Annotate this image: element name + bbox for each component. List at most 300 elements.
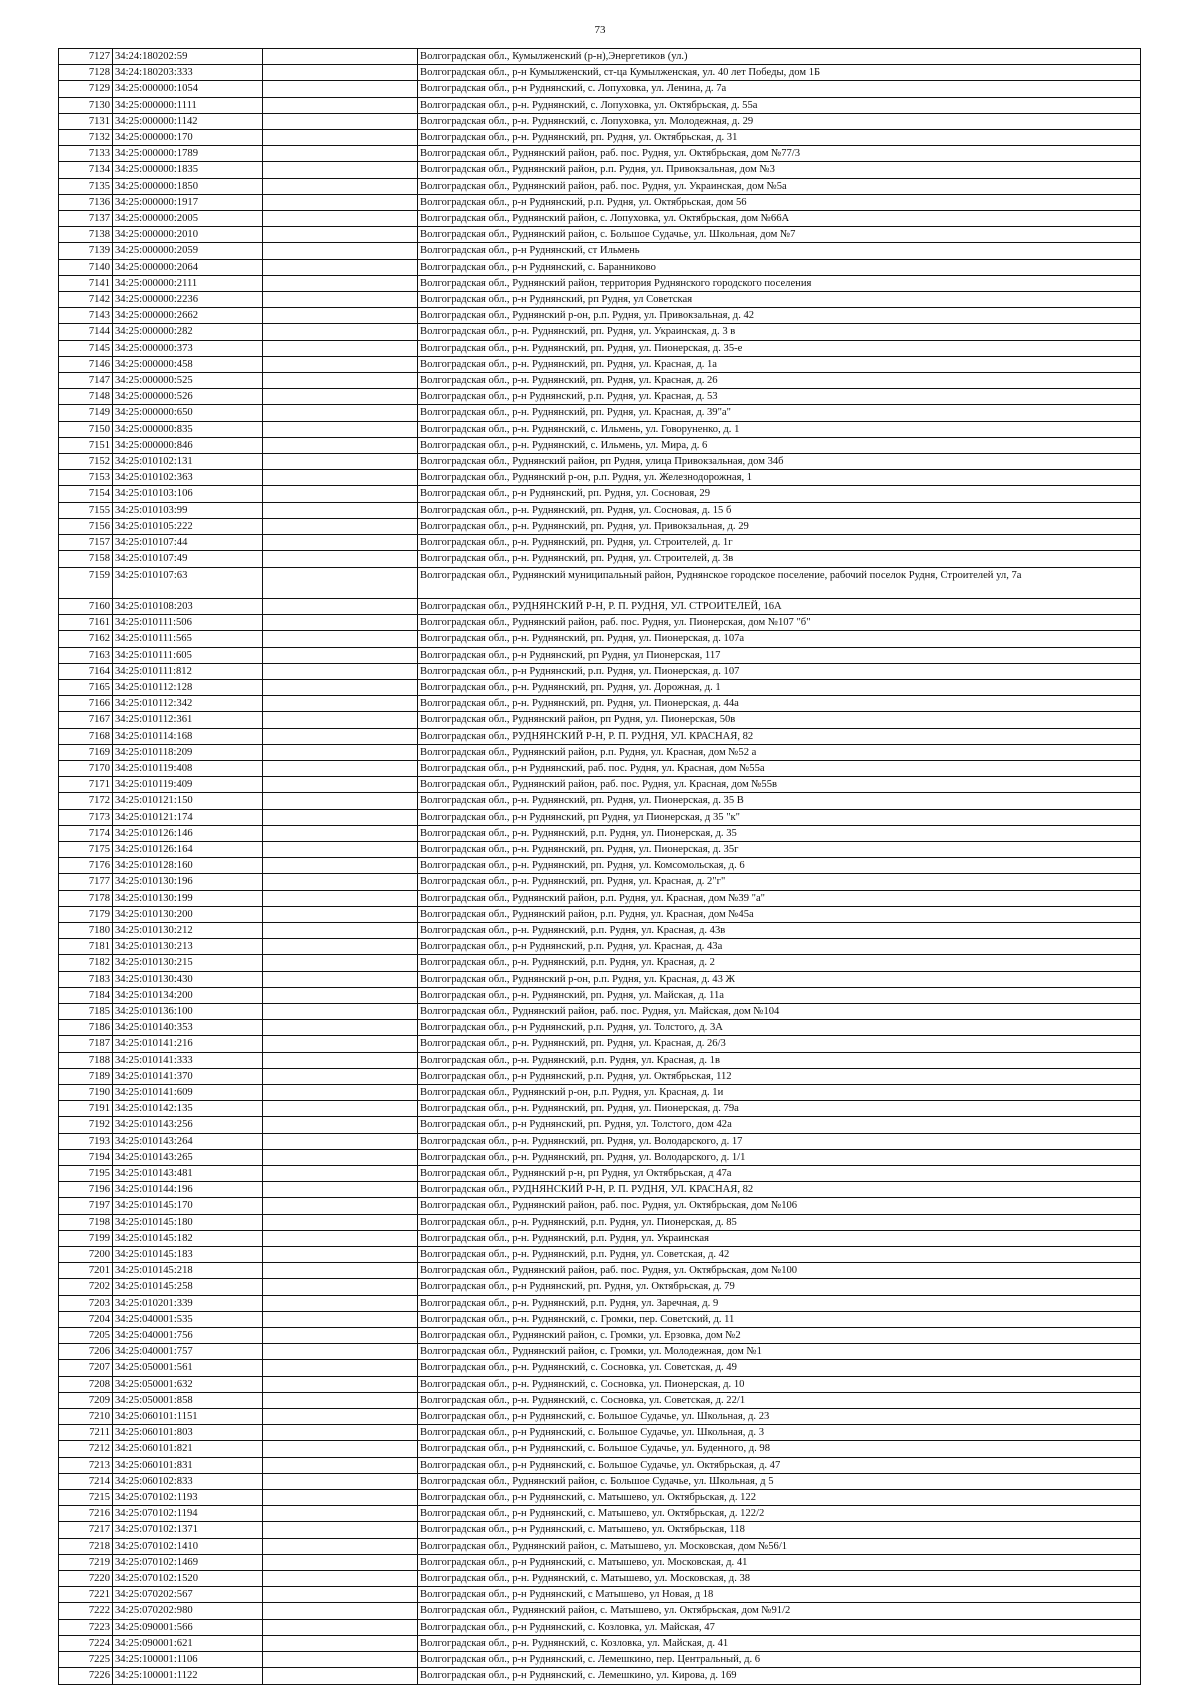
table-row	[59, 1182, 1141, 1198]
cadastral-number-cell: 34:24:180203:333	[113, 65, 263, 81]
row-number-cell: 7198	[59, 1214, 113, 1230]
empty-cell	[263, 49, 418, 65]
row-number-cell: 7169	[59, 744, 113, 760]
row-number-cell: 7161	[59, 615, 113, 631]
row-number-cell: 7221	[59, 1587, 113, 1603]
cadastral-number-cell: 34:25:000000:835	[113, 421, 263, 437]
cadastral-number-cell: 34:25:000000:1054	[113, 81, 263, 97]
table-row	[59, 760, 1141, 776]
empty-cell	[263, 1263, 418, 1279]
table-row	[59, 130, 1141, 146]
cadastral-number-cell: 34:25:000000:2005	[113, 211, 263, 227]
empty-cell	[263, 971, 418, 987]
row-number-cell: 7150	[59, 421, 113, 437]
empty-cell	[263, 906, 418, 922]
table-row	[59, 1247, 1141, 1263]
cadastral-number-cell: 34:25:060101:821	[113, 1441, 263, 1457]
address-cell: Волгоградская обл., Руднянский район, раб. пос. Рудня, ул. Октябрьская, дом №100	[418, 1263, 1141, 1279]
table-row	[59, 1652, 1141, 1668]
row-number-cell: 7172	[59, 793, 113, 809]
table-row	[59, 551, 1141, 567]
row-number-cell: 7187	[59, 1036, 113, 1052]
address-cell: Волгоградская обл., р-н Руднянский, с. Большое Судачье, ул. Школьная, д. 23	[418, 1409, 1141, 1425]
row-number-cell: 7224	[59, 1635, 113, 1651]
address-cell: Волгоградская обл., Руднянский р-он, р.п. Рудня, ул. Красная, д. 1и	[418, 1084, 1141, 1100]
row-number-cell: 7132	[59, 130, 113, 146]
address-cell: Волгоградская обл., р-н. Руднянский, рп. Рудня, ул. Сосновая, д. 15 б	[418, 502, 1141, 518]
table-row	[59, 955, 1141, 971]
address-cell: Волгоградская обл., р-н. Руднянский, р.п. Рудня, ул. Красная, д. 1в	[418, 1052, 1141, 1068]
cadastral-number-cell: 34:25:000000:650	[113, 405, 263, 421]
address-cell: Волгоградская обл., р-н Руднянский, с. Баранниково	[418, 259, 1141, 275]
cadastral-number-cell: 34:25:010145:182	[113, 1230, 263, 1246]
cadastral-number-cell: 34:25:010144:196	[113, 1182, 263, 1198]
empty-cell	[263, 567, 418, 598]
row-number-cell: 7131	[59, 113, 113, 129]
cadastral-number-cell: 34:25:000000:1789	[113, 146, 263, 162]
cadastral-number-cell: 34:25:000000:846	[113, 437, 263, 453]
table-row	[59, 211, 1141, 227]
empty-cell	[263, 518, 418, 534]
cadastral-number-cell: 34:25:010143:256	[113, 1117, 263, 1133]
row-number-cell: 7164	[59, 663, 113, 679]
address-cell: Волгоградская обл., р-н Руднянский, с. Лемешкино, ул. Кирова, д. 169	[418, 1668, 1141, 1684]
table-row	[59, 308, 1141, 324]
row-number-cell: 7178	[59, 890, 113, 906]
empty-cell	[263, 356, 418, 372]
row-number-cell: 7223	[59, 1619, 113, 1635]
cadastral-number-cell: 34:25:010141:333	[113, 1052, 263, 1068]
cadastral-number-cell: 34:25:010130:215	[113, 955, 263, 971]
cadastral-number-cell: 34:25:070102:1194	[113, 1506, 263, 1522]
cadastral-number-cell: 34:25:000000:1835	[113, 162, 263, 178]
table-row	[59, 292, 1141, 308]
row-number-cell: 7144	[59, 324, 113, 340]
address-cell: Волгоградская обл., Руднянский район, с. Большое Судачье, ул. Школьная, дом №7	[418, 227, 1141, 243]
table-row	[59, 1571, 1141, 1587]
cadastral-number-cell: 34:25:010107:44	[113, 535, 263, 551]
empty-cell	[263, 939, 418, 955]
table-row	[59, 890, 1141, 906]
row-number-cell: 7219	[59, 1554, 113, 1570]
cadastral-number-cell: 34:25:000000:2111	[113, 275, 263, 291]
row-number-cell: 7216	[59, 1506, 113, 1522]
cadastral-number-cell: 34:25:010112:342	[113, 696, 263, 712]
cadastral-number-cell: 34:25:000000:2010	[113, 227, 263, 243]
cadastral-number-cell: 34:25:010130:213	[113, 939, 263, 955]
row-number-cell: 7190	[59, 1084, 113, 1100]
table-row	[59, 1214, 1141, 1230]
cadastral-number-cell: 34:25:000000:2059	[113, 243, 263, 259]
row-number-cell: 7220	[59, 1571, 113, 1587]
row-number-cell: 7207	[59, 1360, 113, 1376]
row-number-cell: 7195	[59, 1166, 113, 1182]
table-row	[59, 728, 1141, 744]
row-number-cell: 7209	[59, 1392, 113, 1408]
table-row	[59, 1117, 1141, 1133]
address-cell: Волгоградская обл., р-н Руднянский, рп Рудня, ул Советская	[418, 292, 1141, 308]
table-row	[59, 49, 1141, 65]
empty-cell	[263, 1554, 418, 1570]
table-row	[59, 598, 1141, 614]
table-row	[59, 275, 1141, 291]
row-number-cell: 7192	[59, 1117, 113, 1133]
address-cell: Волгоградская обл., р-н. Руднянский, с. Ильмень, ул. Говоруненко, д. 1	[418, 421, 1141, 437]
cadastral-number-cell: 34:25:010111:812	[113, 663, 263, 679]
cadastral-number-cell: 34:25:000000:282	[113, 324, 263, 340]
table-row	[59, 987, 1141, 1003]
address-cell: Волгоградская обл., р-н. Руднянский, рп. Рудня, ул. Пионерская, д. 44а	[418, 696, 1141, 712]
row-number-cell: 7159	[59, 567, 113, 598]
address-cell: Волгоградская обл., Руднянский район, р.п. Рудня, ул. Привокзальная, дом №3	[418, 162, 1141, 178]
table-row	[59, 1490, 1141, 1506]
cadastral-number-cell: 34:25:060102:833	[113, 1473, 263, 1489]
registry-body	[59, 49, 1141, 1685]
row-number-cell: 7203	[59, 1295, 113, 1311]
table-row	[59, 1084, 1141, 1100]
cadastral-number-cell: 34:25:010201:339	[113, 1295, 263, 1311]
cadastral-number-cell: 34:25:010143:481	[113, 1166, 263, 1182]
table-row	[59, 971, 1141, 987]
cadastral-number-cell: 34:25:010143:265	[113, 1149, 263, 1165]
row-number-cell: 7212	[59, 1441, 113, 1457]
empty-cell	[263, 470, 418, 486]
address-cell: Волгоградская обл., р-н. Руднянский, р.п. Рудня, ул. Украинская	[418, 1230, 1141, 1246]
address-cell: Волгоградская обл., р-н Руднянский, с. Большое Судачье, ул. Школьная, д. 3	[418, 1425, 1141, 1441]
empty-cell	[263, 1409, 418, 1425]
empty-cell	[263, 728, 418, 744]
table-row	[59, 1392, 1141, 1408]
empty-cell	[263, 1441, 418, 1457]
cadastral-number-cell: 34:25:000000:458	[113, 356, 263, 372]
table-row	[59, 809, 1141, 825]
row-number-cell: 7171	[59, 777, 113, 793]
table-row	[59, 65, 1141, 81]
address-cell: Волгоградская обл., р-н. Руднянский, рп. Рудня, ул. Строителей, д. 3в	[418, 551, 1141, 567]
row-number-cell: 7201	[59, 1263, 113, 1279]
address-cell: Волгоградская обл., Руднянский район, с. Матышево, ул. Московская, дом №56/1	[418, 1538, 1141, 1554]
cadastral-number-cell: 34:25:010107:63	[113, 567, 263, 598]
table-row	[59, 1263, 1141, 1279]
table-row	[59, 1538, 1141, 1554]
cadastral-number-cell: 34:25:070102:1410	[113, 1538, 263, 1554]
table-row	[59, 1441, 1141, 1457]
table-row	[59, 1668, 1141, 1684]
table-row	[59, 1409, 1141, 1425]
row-number-cell: 7154	[59, 486, 113, 502]
table-row	[59, 1457, 1141, 1473]
address-cell: Волгоградская обл., Руднянский район, раб. пос. Рудня, ул. Красная, дом №55в	[418, 777, 1141, 793]
empty-cell	[263, 922, 418, 938]
cadastral-number-cell: 34:25:010130:430	[113, 971, 263, 987]
address-cell: Волгоградская обл., Руднянский район, раб. пос. Рудня, ул. Октябрьская, дом №77/3	[418, 146, 1141, 162]
address-cell: Волгоградская обл., РУДНЯНСКИЙ Р-Н, Р. П. РУДНЯ, УЛ. КРАСНАЯ, 82	[418, 728, 1141, 744]
table-row	[59, 389, 1141, 405]
row-number-cell: 7182	[59, 955, 113, 971]
address-cell: Волгоградская обл., р-н. Руднянский, с. Сосновка, ул. Советская, д. 22/1	[418, 1392, 1141, 1408]
address-cell: Волгоградская обл., р-н. Руднянский, с. Матышево, ул. Московская, д. 38	[418, 1571, 1141, 1587]
cadastral-number-cell: 34:25:010105:222	[113, 518, 263, 534]
row-number-cell: 7142	[59, 292, 113, 308]
row-number-cell: 7214	[59, 1473, 113, 1489]
cadastral-number-cell: 34:25:050001:561	[113, 1360, 263, 1376]
cadastral-number-cell: 34:25:070202:980	[113, 1603, 263, 1619]
row-number-cell: 7205	[59, 1328, 113, 1344]
address-cell: Волгоградская обл., р-н. Руднянский, с. Лопуховка, ул. Молодежная, д. 29	[418, 113, 1141, 129]
empty-cell	[263, 1247, 418, 1263]
empty-cell	[263, 1101, 418, 1117]
empty-cell	[263, 1230, 418, 1246]
cadastral-number-cell: 34:25:010114:168	[113, 728, 263, 744]
row-number-cell: 7181	[59, 939, 113, 955]
row-number-cell: 7156	[59, 518, 113, 534]
empty-cell	[263, 1182, 418, 1198]
address-cell: Волгоградская обл., р-н. Руднянский, рп. Рудня, ул. Красная, д. 1а	[418, 356, 1141, 372]
cadastral-number-cell: 34:25:010128:160	[113, 858, 263, 874]
address-cell: Волгоградская обл., Руднянский р-н, рп Рудня, ул Октябрьская, д 47а	[418, 1166, 1141, 1182]
empty-cell	[263, 486, 418, 502]
row-number-cell: 7213	[59, 1457, 113, 1473]
empty-cell	[263, 551, 418, 567]
table-row	[59, 696, 1141, 712]
address-cell: Волгоградская обл., р-н. Руднянский, рп. Рудня, ул. Октябрьская, д. 31	[418, 130, 1141, 146]
empty-cell	[263, 1376, 418, 1392]
empty-cell	[263, 65, 418, 81]
empty-cell	[263, 777, 418, 793]
address-cell: Волгоградская обл., р-н. Руднянский, с. Громки, пер. Советский, д. 11	[418, 1311, 1141, 1327]
empty-cell	[263, 324, 418, 340]
cadastral-number-cell: 34:25:090001:621	[113, 1635, 263, 1651]
empty-cell	[263, 841, 418, 857]
row-number-cell: 7211	[59, 1425, 113, 1441]
cadastral-number-cell: 34:25:100001:1122	[113, 1668, 263, 1684]
empty-cell	[263, 1214, 418, 1230]
row-number-cell: 7215	[59, 1490, 113, 1506]
row-number-cell: 7222	[59, 1603, 113, 1619]
address-cell: Волгоградская обл., РУДНЯНСКИЙ Р-Н, Р. П. РУДНЯ, УЛ. СТРОИТЕЛЕЙ, 16А	[418, 598, 1141, 614]
empty-cell	[263, 421, 418, 437]
cadastral-number-cell: 34:25:010130:212	[113, 922, 263, 938]
empty-cell	[263, 1392, 418, 1408]
table-row	[59, 825, 1141, 841]
table-row	[59, 405, 1141, 421]
row-number-cell: 7136	[59, 194, 113, 210]
table-row	[59, 1311, 1141, 1327]
cadastral-number-cell: 34:25:040001:535	[113, 1311, 263, 1327]
cadastral-number-cell: 34:25:010112:361	[113, 712, 263, 728]
address-cell: Волгоградская обл., Руднянский район, с. Матышево, ул. Октябрьская, дом №91/2	[418, 1603, 1141, 1619]
address-cell: Волгоградская обл., р-н. Руднянский, рп. Рудня, ул. Привокзальная, д. 29	[418, 518, 1141, 534]
address-cell: Волгоградская обл., РУДНЯНСКИЙ Р-Н, Р. П. РУДНЯ, УЛ. КРАСНАЯ, 82	[418, 1182, 1141, 1198]
table-row	[59, 178, 1141, 194]
address-cell: Волгоградская обл., р-н. Руднянский, рп. Рудня, ул. Красная, д. 26	[418, 373, 1141, 389]
cadastral-number-cell: 34:25:000000:1850	[113, 178, 263, 194]
table-row	[59, 113, 1141, 129]
address-cell: Волгоградская обл., р-н. Руднянский, рп. Рудня, ул. Комсомольская, д. 6	[418, 858, 1141, 874]
address-cell: Волгоградская обл., р-н Руднянский, с. Большое Судачье, ул. Буденного, д. 98	[418, 1441, 1141, 1457]
address-cell: Волгоградская обл., р-н Руднянский, ст Ильмень	[418, 243, 1141, 259]
row-number-cell: 7196	[59, 1182, 113, 1198]
row-number-cell: 7158	[59, 551, 113, 567]
table-row	[59, 162, 1141, 178]
address-cell: Волгоградская обл., р-н. Руднянский, рп. Рудня, ул. Строителей, д. 1г	[418, 535, 1141, 551]
empty-cell	[263, 1522, 418, 1538]
row-number-cell: 7130	[59, 97, 113, 113]
cadastral-number-cell: 34:25:000000:2662	[113, 308, 263, 324]
address-cell: Волгоградская обл., р-н. Руднянский, рп. Рудня, ул. Пионерская, д. 35-е	[418, 340, 1141, 356]
empty-cell	[263, 809, 418, 825]
row-number-cell: 7163	[59, 647, 113, 663]
address-cell: Волгоградская обл., р-н. Руднянский, рп. Рудня, ул. Пионерская, д. 35г	[418, 841, 1141, 857]
empty-cell	[263, 874, 418, 890]
address-cell: Волгоградская обл., р-н Руднянский, рп. Рудня, ул. Толстого, дом 42а	[418, 1117, 1141, 1133]
empty-cell	[263, 696, 418, 712]
address-cell: Волгоградская обл., р-н. Руднянский, р.п. Рудня, ул. Красная, д. 43в	[418, 922, 1141, 938]
empty-cell	[263, 454, 418, 470]
row-number-cell: 7226	[59, 1668, 113, 1684]
empty-cell	[263, 1328, 418, 1344]
cadastral-number-cell: 34:25:010130:200	[113, 906, 263, 922]
cadastral-number-cell: 34:25:010103:106	[113, 486, 263, 502]
address-cell: Волгоградская обл., р-н Руднянский, с. Матышево, ул. Октябрьская, д. 122	[418, 1490, 1141, 1506]
table-row	[59, 1101, 1141, 1117]
row-number-cell: 7177	[59, 874, 113, 890]
address-cell: Волгоградская обл., р-н Руднянский, р.п. Рудня, ул. Толстого, д. 3А	[418, 1020, 1141, 1036]
cadastral-number-cell: 34:25:010121:174	[113, 809, 263, 825]
cadastral-number-cell: 34:25:010130:199	[113, 890, 263, 906]
empty-cell	[263, 744, 418, 760]
address-cell: Волгоградская обл., р-н. Руднянский, с. Козловка, ул. Майская, д. 41	[418, 1635, 1141, 1651]
row-number-cell: 7155	[59, 502, 113, 518]
row-number-cell: 7167	[59, 712, 113, 728]
empty-cell	[263, 712, 418, 728]
empty-cell	[263, 178, 418, 194]
address-cell: Волгоградская обл., р-н. Руднянский, рп. Рудня, ул. Украинская, д. 3 в	[418, 324, 1141, 340]
empty-cell	[263, 535, 418, 551]
table-row	[59, 470, 1141, 486]
empty-cell	[263, 130, 418, 146]
address-cell: Волгоградская обл., Руднянский район, территория Руднянского городского поселения	[418, 275, 1141, 291]
cadastral-number-cell: 34:25:060101:803	[113, 1425, 263, 1441]
empty-cell	[263, 1619, 418, 1635]
address-cell: Волгоградская обл., р-н. Руднянский, рп. Рудня, ул. Красная, д. 39"а"	[418, 405, 1141, 421]
table-row	[59, 939, 1141, 955]
row-number-cell: 7165	[59, 679, 113, 695]
row-number-cell: 7206	[59, 1344, 113, 1360]
empty-cell	[263, 1084, 418, 1100]
empty-cell	[263, 373, 418, 389]
cadastral-number-cell: 34:25:010126:164	[113, 841, 263, 857]
empty-cell	[263, 955, 418, 971]
address-cell: Волгоградская обл., Руднянский р-он, р.п. Рудня, ул. Привокзальная, д. 42	[418, 308, 1141, 324]
table-row	[59, 1376, 1141, 1392]
empty-cell	[263, 275, 418, 291]
cadastral-number-cell: 34:25:010130:196	[113, 874, 263, 890]
address-cell: Волгоградская обл., Руднянский муниципальный район, Руднянское городское поселение, рабочий поселок Рудня, Строителей ул, 7а	[418, 567, 1141, 598]
empty-cell	[263, 1344, 418, 1360]
empty-cell	[263, 227, 418, 243]
row-number-cell: 7147	[59, 373, 113, 389]
address-cell: Волгоградская обл., р-н Руднянский, рп Рудня, ул Пионерская, д 35 "к"	[418, 809, 1141, 825]
table-row	[59, 1149, 1141, 1165]
address-cell: Волгоградская обл., р-н Руднянский, рп Рудня, ул Пионерская, 117	[418, 647, 1141, 663]
empty-cell	[263, 1295, 418, 1311]
table-row	[59, 1166, 1141, 1182]
address-cell: Волгоградская обл., р-н Руднянский, с. Лемешкино, пер. Центральный, д. 6	[418, 1652, 1141, 1668]
address-cell: Волгоградская обл., р-н Руднянский, с. Лопуховка, ул. Ленина, д. 7а	[418, 81, 1141, 97]
empty-cell	[263, 1425, 418, 1441]
address-cell: Волгоградская обл., р-н. Руднянский, рп. Рудня, ул. Пионерская, д. 79а	[418, 1101, 1141, 1117]
row-number-cell: 7202	[59, 1279, 113, 1295]
address-cell: Волгоградская обл., р-н Руднянский, рп. Рудня, ул. Сосновая, 29	[418, 486, 1141, 502]
address-cell: Волгоградская обл., Руднянский р-он, р.п. Рудня, ул. Железнодорожная, 1	[418, 470, 1141, 486]
table-row	[59, 1036, 1141, 1052]
empty-cell	[263, 146, 418, 162]
address-cell: Волгоградская обл., Руднянский район, рп Рудня, ул. Пионерская, 50в	[418, 712, 1141, 728]
empty-cell	[263, 1279, 418, 1295]
row-number-cell: 7160	[59, 598, 113, 614]
empty-cell	[263, 162, 418, 178]
cadastral-number-cell: 34:25:050001:858	[113, 1392, 263, 1408]
empty-cell	[263, 437, 418, 453]
table-row	[59, 679, 1141, 695]
address-cell: Волгоградская обл., Руднянский р-он, р.п. Рудня, ул. Красная, д. 43 Ж	[418, 971, 1141, 987]
empty-cell	[263, 1003, 418, 1019]
address-cell: Волгоградская обл., р-н Руднянский, с. Козловка, ул. Майская, 47	[418, 1619, 1141, 1635]
address-cell: Волгоградская обл., р-н. Руднянский, с. Сосновка, ул. Советская, д. 49	[418, 1360, 1141, 1376]
address-cell: Волгоградская обл., р-н. Руднянский, р.п. Рудня, ул. Красная, д. 2	[418, 955, 1141, 971]
cadastral-number-cell: 34:25:010136:100	[113, 1003, 263, 1019]
table-row	[59, 502, 1141, 518]
cadastral-number-cell: 34:25:010142:135	[113, 1101, 263, 1117]
address-cell: Волгоградская обл., р-н. Руднянский, рп. Рудня, ул. Володарского, д. 17	[418, 1133, 1141, 1149]
row-number-cell: 7173	[59, 809, 113, 825]
empty-cell	[263, 1457, 418, 1473]
table-row	[59, 1522, 1141, 1538]
empty-cell	[263, 292, 418, 308]
table-row	[59, 1198, 1141, 1214]
address-cell: Волгоградская обл., р-н Руднянский, с. Большое Судачье, ул. Октябрьская, д. 47	[418, 1457, 1141, 1473]
address-cell: Волгоградская обл., р-н Руднянский, р.п. Рудня, ул. Пионерская, д. 107	[418, 663, 1141, 679]
table-row	[59, 567, 1141, 598]
row-number-cell: 7210	[59, 1409, 113, 1425]
row-number-cell: 7218	[59, 1538, 113, 1554]
empty-cell	[263, 679, 418, 695]
row-number-cell: 7138	[59, 227, 113, 243]
row-number-cell: 7186	[59, 1020, 113, 1036]
empty-cell	[263, 663, 418, 679]
row-number-cell: 7225	[59, 1652, 113, 1668]
cadastral-number-cell: 34:25:010121:150	[113, 793, 263, 809]
address-cell: Волгоградская обл., р-н. Руднянский, рп. Рудня, ул. Володарского, д. 1/1	[418, 1149, 1141, 1165]
cadastral-number-cell: 34:25:010126:146	[113, 825, 263, 841]
table-row	[59, 356, 1141, 372]
address-cell: Волгоградская обл., Руднянский район, р.п. Рудня, ул. Красная, дом №39 "а"	[418, 890, 1141, 906]
cadastral-number-cell: 34:25:070202:567	[113, 1587, 263, 1603]
cadastral-number-cell: 34:25:010102:131	[113, 454, 263, 470]
row-number-cell: 7143	[59, 308, 113, 324]
cadastral-number-cell: 34:25:010108:203	[113, 598, 263, 614]
table-row	[59, 858, 1141, 874]
table-row	[59, 841, 1141, 857]
empty-cell	[263, 81, 418, 97]
empty-cell	[263, 405, 418, 421]
table-row	[59, 1360, 1141, 1376]
row-number-cell: 7141	[59, 275, 113, 291]
table-row	[59, 906, 1141, 922]
cadastral-number-cell: 34:25:010145:170	[113, 1198, 263, 1214]
table-row	[59, 922, 1141, 938]
